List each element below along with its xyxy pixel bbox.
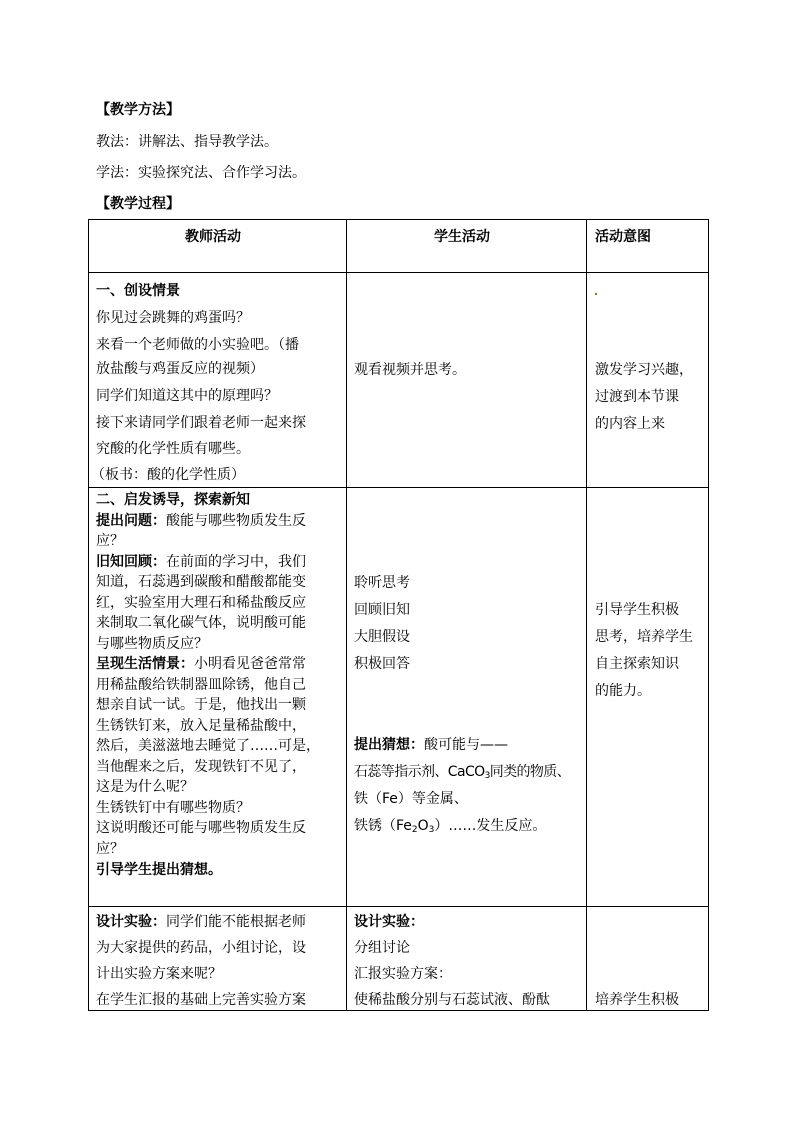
row2-teacher-line: 应？: [96, 841, 124, 857]
row2-teacher-line: 然后，美滋滋地去睡觉了……可是，: [96, 738, 320, 754]
marker-dot: [595, 293, 597, 295]
line-text: 在前面的学习中，我们: [166, 554, 306, 570]
row2-teacher-line: 知道，石蕊遇到碳酸和醋酸都能变: [96, 574, 306, 590]
row3-student-line: 设计实验：: [354, 914, 424, 930]
row-divider: [89, 906, 708, 907]
row3-teacher-line: 计出实验方案来呢？: [96, 966, 222, 982]
subscript: 2: [411, 825, 418, 835]
row2-teacher-line: 当他醒来之后，发现铁钉不见了，: [96, 759, 306, 775]
text-part: 铁锈（Fe: [354, 818, 412, 834]
row2-teacher-line: 用稀盐酸给铁制器皿除锈，他自己: [96, 677, 306, 693]
row2-student-item: 聆听思考: [354, 575, 410, 591]
row3-teacher-line: 为大家提供的药品，小组讨论，设: [96, 940, 306, 956]
row1-teacher-line: 同学们知道这其中的原理吗？: [96, 388, 278, 404]
row2-teacher-line: 来制取二氧化碳气体，说明酸可能: [96, 615, 306, 631]
row1-teacher-line: 究酸的化学性质有哪些。: [96, 441, 250, 457]
label-bold: 旧知回顾：: [96, 554, 166, 570]
line-text: 酸能与哪些物质发生反: [166, 513, 306, 529]
row1-student-text: 观看视频并思考。: [354, 362, 466, 378]
row-divider: [89, 272, 708, 273]
row3-teacher-line: [96, 913, 306, 931]
row2-teacher-line: 应？: [96, 533, 124, 549]
text-part: ）……发生反应。: [434, 818, 547, 834]
row1-teacher-line: （板书：酸的化学性质）: [91, 467, 245, 483]
row1-teacher-line: 接下来请同学们跟着老师一起来探: [96, 415, 306, 431]
text-part: 同类的物质、: [489, 764, 571, 780]
teaching-method-line: 教法：讲解法、指导教学法。: [96, 134, 278, 150]
header-student-activity: 学生活动: [434, 229, 490, 245]
header-activity-intent: 活动意图: [595, 229, 651, 245]
subscript: 3: [484, 771, 490, 781]
row1-teacher-line: 你见过会跳舞的鸡蛋吗？: [96, 310, 250, 326]
subscript: 3: [428, 825, 435, 835]
text-part: 石蕊等指示剂、CaCO: [354, 764, 485, 780]
label-bold: 设计实验：: [96, 914, 166, 930]
row1-teacher-line: 来看一个老师做的小实验吧。（播: [96, 337, 299, 353]
row1-intent-line: 激发学习兴趣，: [595, 362, 693, 378]
teaching-methods-heading: 【教学方法】: [96, 102, 180, 118]
row2-student-guess: [354, 736, 508, 754]
row1-teacher-line: 一、创设情景: [96, 283, 180, 299]
teaching-process-heading: 【教学过程】: [96, 196, 180, 212]
row3-student-line: 分组讨论: [354, 940, 410, 956]
row2-student-item: 回顾旧知: [354, 602, 410, 618]
row2-student-guess-line: [354, 817, 546, 839]
row2-teacher-line: 红，实验室用大理石和稀盐酸反应: [96, 595, 306, 611]
row2-teacher-line: [96, 553, 306, 571]
row2-teacher-line: 想亲自试一试。于是，他找出一颗: [96, 697, 306, 713]
row2-teacher-line: 这说明酸还可能与哪些物质发生反: [96, 820, 306, 836]
line-text: 小明看见爸爸常常: [194, 656, 306, 672]
row3-student-line: 使稀盐酸分别与石蕊试液、酚酞: [354, 992, 550, 1008]
row2-teacher-line: [96, 512, 306, 530]
column-divider: [346, 220, 347, 1010]
row3-teacher-line: 在学生汇报的基础上完善实验方案: [96, 992, 306, 1008]
label-bold: 提出问题：: [96, 513, 166, 529]
row2-teacher-line: 二、启发诱导，探索新知: [96, 492, 250, 508]
row1-intent-line: 过渡到本节课: [595, 389, 679, 405]
column-divider: [586, 220, 587, 1010]
label-bold: 呈现生活情景：: [96, 656, 194, 672]
row2-student-guess-line: [354, 763, 570, 785]
learning-method-line: 学法：实验探究法、合作学习法。: [96, 165, 306, 181]
row2-teacher-line: 生锈铁钉来，放入足量稀盐酸中，: [96, 718, 306, 734]
row2-teacher-line: 生锈铁钉中有哪些物质？: [96, 800, 250, 816]
row2-student-guess-line: 铁（Fe）等金属、: [354, 791, 468, 807]
row2-intent-line: 引导学生积极: [595, 602, 679, 618]
row2-intent-line: 思考，培养学生: [595, 629, 693, 645]
row1-teacher-line: 放盐酸与鸡蛋反应的视频）: [96, 361, 264, 377]
header-teacher-activity: 教师活动: [185, 229, 241, 245]
row2-teacher-line: 这是为什么呢？: [96, 779, 194, 795]
row2-student-item: 积极回答: [354, 656, 410, 672]
row3-student-line: 汇报实验方案：: [354, 966, 452, 982]
row2-student-item: 大胆假设: [354, 629, 410, 645]
row1-intent-line: 的内容上来: [595, 416, 665, 432]
row3-intent-line: 培养学生积极: [595, 992, 679, 1008]
label-bold: 提出猜想：: [354, 737, 424, 753]
row-divider: [89, 487, 708, 488]
teaching-process-table: [88, 219, 709, 1011]
row2-teacher-line: 引导学生提出猜想。: [96, 862, 222, 878]
line-text: 酸可能与——: [424, 737, 508, 753]
row2-teacher-line: [96, 655, 306, 673]
line-text: 同学们能不能根据老师: [166, 914, 306, 930]
row2-intent-line: 的能力。: [595, 683, 651, 699]
row2-teacher-line: 与哪些物质反应？: [96, 636, 208, 652]
row2-intent-line: 自主探索知识: [595, 656, 679, 672]
text-part: O: [417, 818, 429, 834]
